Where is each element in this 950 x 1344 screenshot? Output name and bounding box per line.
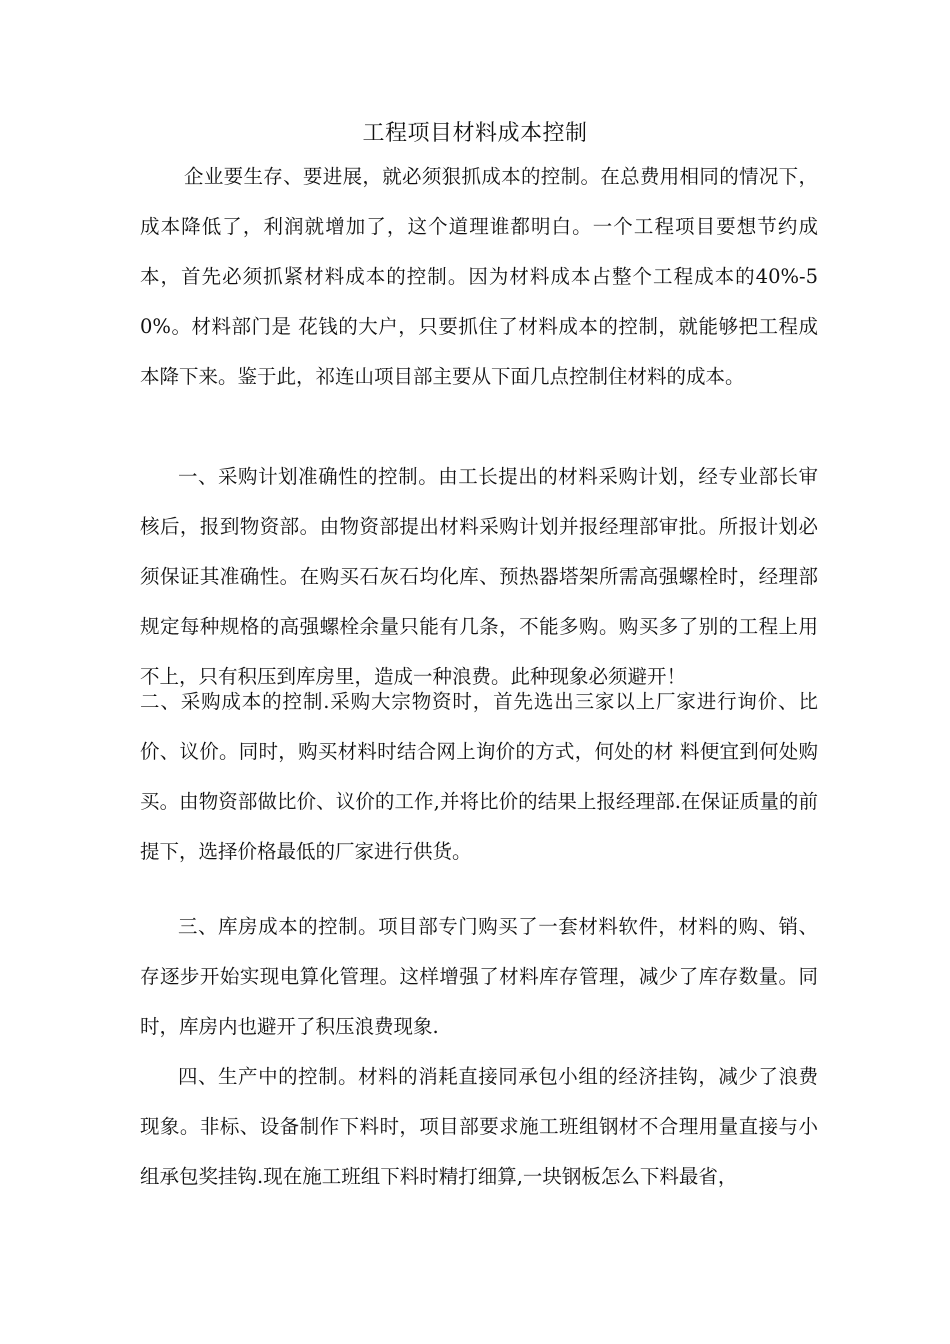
paragraph-warehouse-cost: 三、库房成本的控制。项目部专门购买了一套材料软件，材料的购、销、存逐步开始实现电算化管理。这样增强了材料库存管理，减少了库存数量。同时，库房内也避开了积压浪费现象. [140, 915, 818, 1038]
paragraph-intro: 企业要生存、要进展，就必须狠抓成本的控制。在总费用相同的情况下，成本降低了，利润就增加了，这个道理谁都明白。一个工程项目要想节约成本，首先必须抓紧材料成本的控制。因为材料成本占整个工程成本的40%-50%。材料部门是 花钱的大户，只要抓住了材料成本的控制，就能够把工程成本降下来。鉴于此，祁连山项目部主要从下面几点控制住材料的成本。 [140, 165, 818, 388]
document-title: 工程项目材料成本控制 [362, 121, 588, 146]
paragraph-production-control: 四、生产中的控制。材料的消耗直接同承包小组的经济挂钩，减少了浪费现象。非标、设备制作下料时，项目部要求施工班组钢材不合理用量直接与小组承包奖挂钩.现在施工班组下料时精打细算,一块钢板怎么下料最省， [140, 1065, 818, 1188]
paragraph-procurement-plan: 一、采购计划准确性的控制。由工长提出的材料采购计划，经专业部长审核后，报到物资部。由物资部提出材料采购计划并报经理部审批。所报计划必须保证其准确性。在购买石灰石均化库、预热器塔架所需高强螺栓时，经理部规定每种规格的高强螺栓余量只能有几条，不能多购。购买多了别的工程上用不上，只有积压到库房里，造成一种浪费。此种现象必须避开！ [140, 465, 818, 688]
paragraph-procurement-cost: 二、采购成本的控制.采购大宗物资时，首先选出三家以上厂家进行询价、比价、议价。同时，购买材料时结合网上询价的方式，何处的材 料便宜到何处购买。由物资部做比价、议价的工作,并将比价的结果上报经理部.在保证质量的前提下，选择价格最低的厂家进行供货。 [140, 690, 818, 863]
